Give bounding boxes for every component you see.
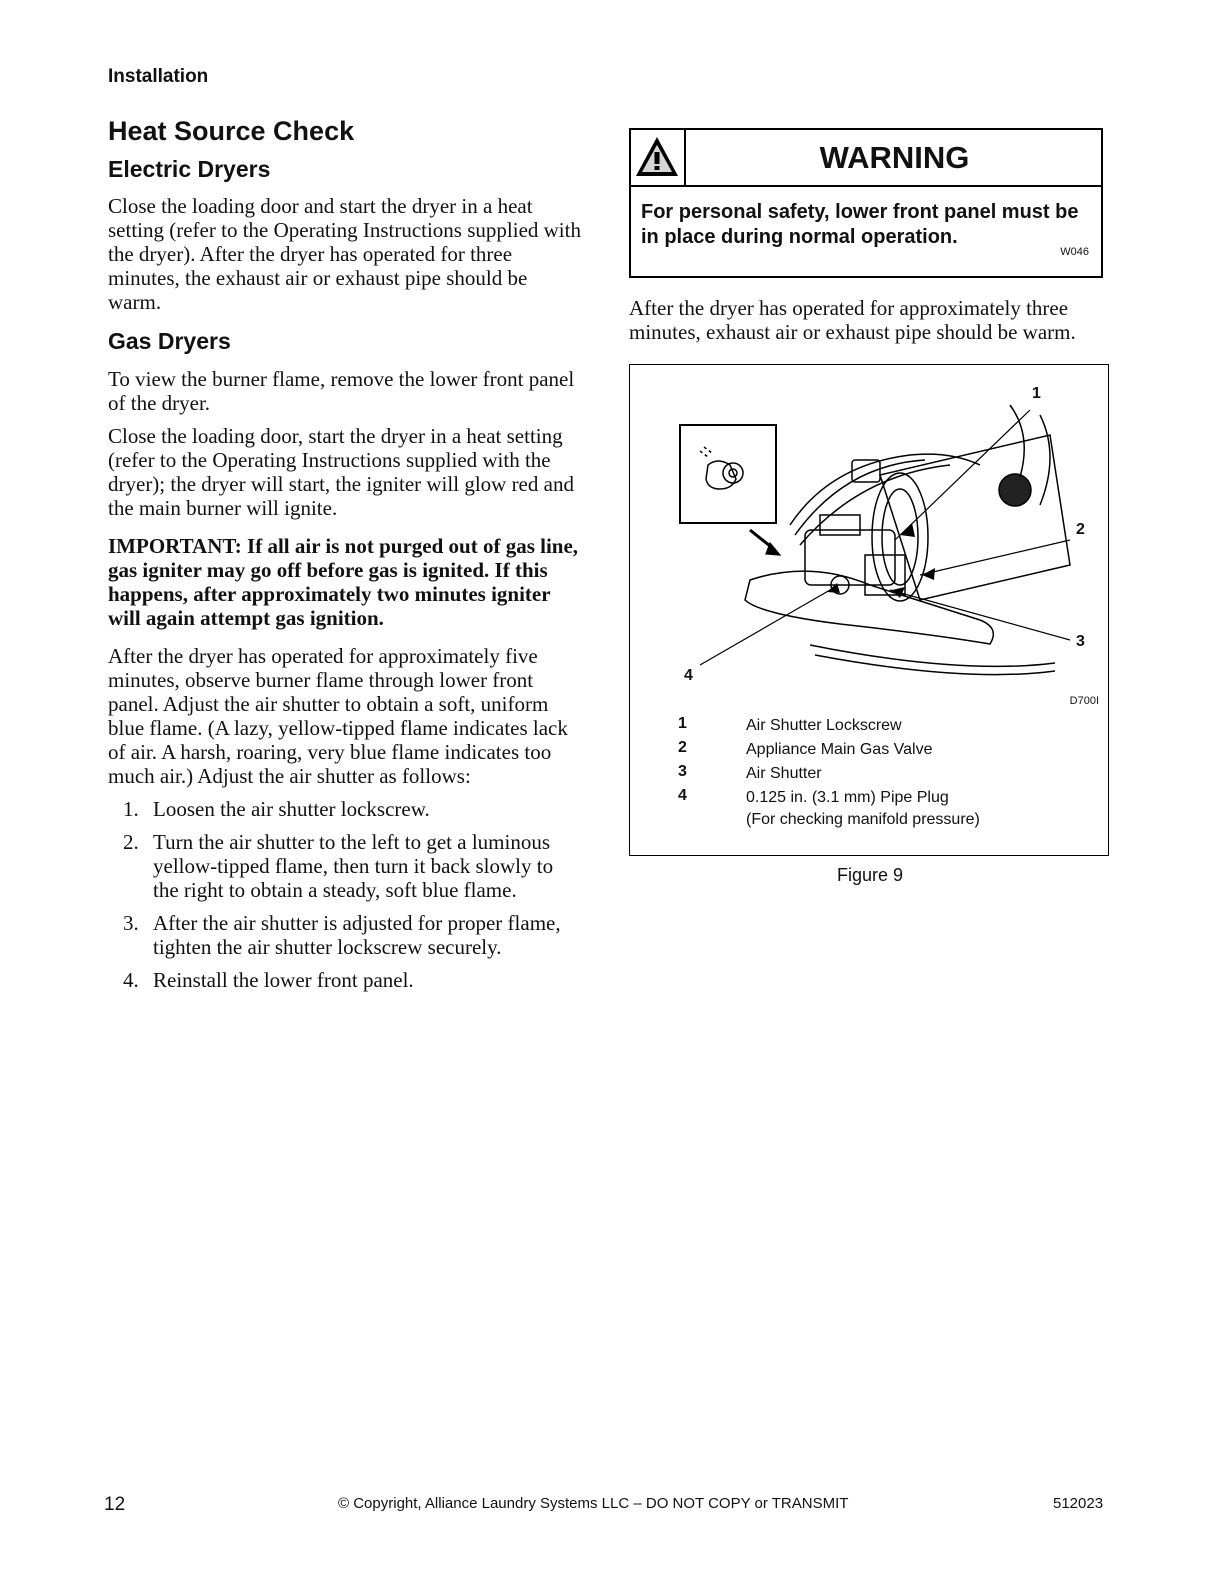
page-title: Heat Source Check xyxy=(108,116,355,146)
figure-legend xyxy=(678,715,1098,833)
legend-text: Air Shutter Lockscrew xyxy=(746,717,902,734)
electric-dryers-heading: Electric Dryers xyxy=(108,156,271,183)
legend-row xyxy=(678,739,1098,763)
section-label: Installation xyxy=(108,66,209,87)
warning-header xyxy=(631,130,1101,187)
callout-3: 3 xyxy=(1076,633,1085,650)
callout-1: 1 xyxy=(1032,385,1041,402)
legend-row xyxy=(678,715,1098,739)
electric-dryers-paragraph: Close the loading door and start the dryer in a heat setting (refer to the Operating Instructions supplied with the dryer). After the dryer has operated for three minutes, the exhaust air or exhaust pipe should be warm. xyxy=(108,194,581,315)
list-item xyxy=(108,797,583,821)
legend-number: 1 xyxy=(678,715,687,732)
legend-text-main: 0.125 in. (3.1 mm) Pipe Plug xyxy=(746,789,949,806)
step-number: 2. xyxy=(123,829,139,854)
warning-title: WARNING xyxy=(819,140,970,175)
step-number: 3. xyxy=(123,910,139,935)
warning-message: For personal safety, lower front panel must be in place during normal operation. xyxy=(641,201,1079,248)
legend-note: (For checking manifold pressure) xyxy=(746,811,980,828)
after-paragraph: After the dryer has operated for approximately three minutes, exhaust air or exhaust pipe should be warm. xyxy=(629,296,1076,344)
figure-9-box xyxy=(629,364,1109,856)
burner-assembly-illustration xyxy=(630,365,1108,705)
warning-code: W046 xyxy=(1060,246,1089,258)
callout-4: 4 xyxy=(684,667,693,684)
figure-code: D700I xyxy=(1069,695,1099,707)
step-number: 1. xyxy=(123,796,139,821)
legend-number: 4 xyxy=(678,787,687,804)
step-text: Reinstall the lower front panel. xyxy=(153,967,414,992)
legend-row xyxy=(678,787,1098,833)
warning-icon xyxy=(631,130,686,185)
list-item xyxy=(108,830,583,902)
gas-dryers-heading: Gas Dryers xyxy=(108,328,231,355)
callout-2: 2 xyxy=(1076,521,1085,538)
legend-text xyxy=(746,787,980,831)
legend-number: 3 xyxy=(678,763,687,780)
list-item xyxy=(108,911,583,959)
gas-paragraph-1: To view the burner flame, remove the lower front panel of the dryer. xyxy=(108,366,575,415)
step-text: After the air shutter is adjusted for proper flame, tighten the air shutter lockscrew securely. xyxy=(153,910,561,959)
adjustment-steps xyxy=(108,797,583,992)
left-column xyxy=(108,116,583,1001)
legend-number: 2 xyxy=(678,739,687,756)
important-note: IMPORTANT: If all air is not purged out of gas line, gas igniter may go off before gas is ignited. If this happens, after approximately two minutes igniter will again attempt gas ignition. xyxy=(108,533,579,630)
gas-paragraph-3: After the dryer has operated for approximately five minutes, observe burner flame through lower front panel. Adjust the air shutter to obtain a soft, uniform blue flame. (A lazy, yellow-tipped flame indicates lack of air. A harsh, roaring, very blue flame indicates too much air.) Adjust the air shutter as follows: xyxy=(108,643,568,788)
step-number: 4. xyxy=(123,967,139,992)
page-number: 12 xyxy=(104,1494,126,1515)
legend-text: Air Shutter xyxy=(746,765,822,782)
list-item xyxy=(108,968,583,992)
copyright-notice: © Copyright, Alliance Laundry Systems LLC – DO NOT COPY or TRANSMIT xyxy=(338,1495,849,1512)
step-text: Loosen the air shutter lockscrew. xyxy=(153,796,430,821)
gas-paragraph-2: Close the loading door, start the dryer in a heat setting (refer to the Operating Instructions supplied with the dryer); the dryer will start, the igniter will glow red and the main burner will ignite. xyxy=(108,423,574,520)
step-text: Turn the air shutter to the left to get a luminous yellow-tipped flame, then turn it back slowly to the right to obtain a steady, soft blue flame. xyxy=(153,829,554,902)
legend-row xyxy=(678,763,1098,787)
legend-text: Appliance Main Gas Valve xyxy=(746,741,933,758)
warning-box xyxy=(629,128,1103,278)
document-number: 512023 xyxy=(1053,1495,1104,1512)
figure-caption: Figure 9 xyxy=(836,865,904,885)
